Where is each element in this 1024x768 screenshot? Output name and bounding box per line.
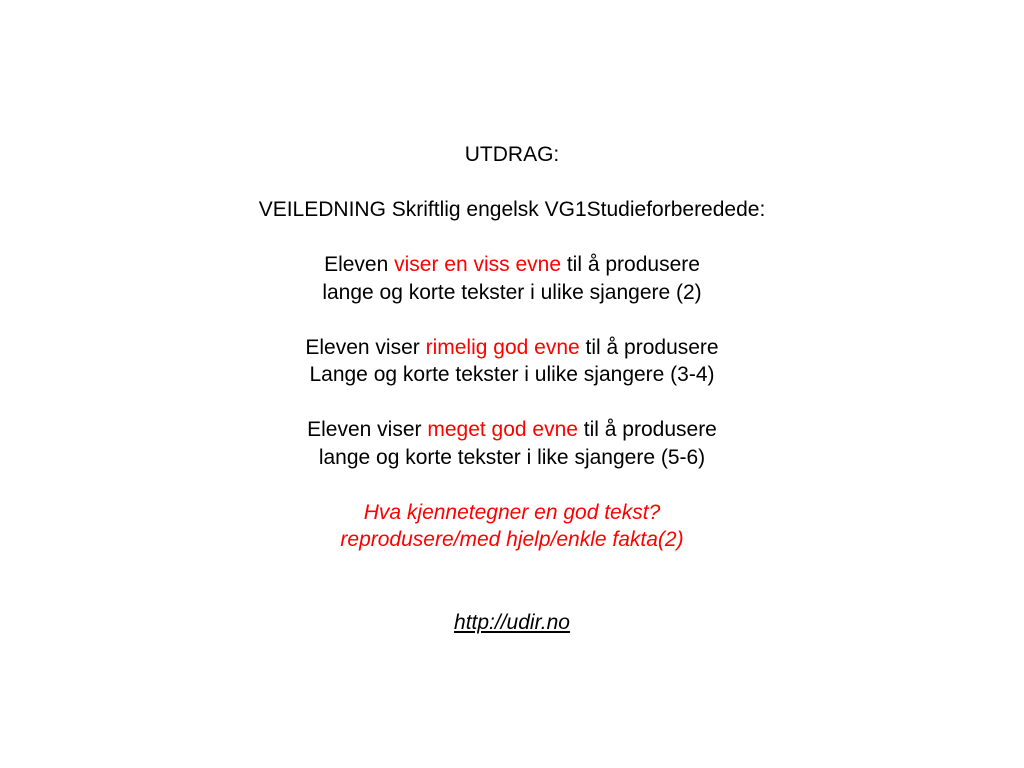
criteria-line-2: Lange og korte tekster i ulike sjangere (3-4) [309,363,715,386]
criteria-line-2: lange og korte tekster i ulike sjangere (2) [322,280,702,304]
link-row [0,609,1024,637]
criteria-highlight: viser en viss evne [394,253,562,276]
criteria-block-2 [0,334,1024,389]
spacer [0,306,1024,334]
criteria-prefix: Eleven viser [307,418,428,441]
question-line-1: Hva kjennetegner en god tekst? [363,500,661,524]
heading: UTDRAG: [464,143,560,166]
criteria-line-1 [0,251,1024,279]
criteria-highlight: meget god evne [427,418,578,441]
criteria-suffix: til å produsere [561,253,700,276]
criteria-block-1 [0,251,1024,306]
criteria-suffix: til å produsere [579,335,719,359]
spacer [0,224,1024,252]
criteria-block-3 [0,416,1024,471]
criteria-line-1 [0,416,1024,444]
criteria-suffix: til å produsere [577,418,717,441]
spacer [0,389,1024,417]
question-block [0,499,1024,554]
criteria-prefix: Eleven [324,253,395,276]
criteria-line-2: lange og korte tekster i like sjangere (5-6) [318,445,706,469]
criteria-prefix: Eleven viser [305,335,426,359]
spacer [0,554,1024,609]
spacer [0,471,1024,499]
slide-content [0,141,1024,636]
udir-link[interactable]: http://udir.no [454,610,570,634]
spacer [0,169,1024,197]
subheading: VEILEDNING Skriftlig engelsk VG1Studieforberedede: [258,198,766,221]
criteria-highlight: rimelig god evne [425,335,580,359]
criteria-line-1 [0,334,1024,362]
question-line-2: reprodusere/med hjelp/enkle fakta(2) [340,528,684,551]
